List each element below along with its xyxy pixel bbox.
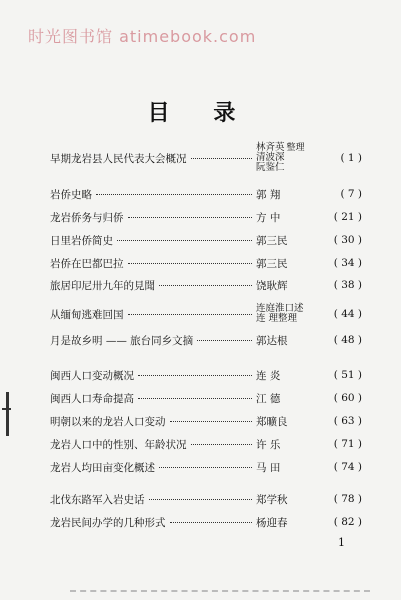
entry-title: 岩侨在巴都巴拉 (50, 257, 124, 270)
toc-entry[interactable] (50, 512, 362, 532)
toc-entry[interactable] (50, 253, 362, 273)
entry-page: ( 78 ) (333, 493, 362, 505)
toc-entry[interactable] (50, 457, 362, 477)
entry-title: 北伐东路军入岩史话 (50, 493, 145, 506)
leader-dots (128, 262, 253, 264)
entry-page: ( 71 ) (333, 438, 362, 450)
watermark: 时光图书馆 atimebook.com (28, 27, 257, 46)
leader-dots (191, 443, 253, 445)
entry-page: ( 51 ) (333, 369, 362, 381)
leader-dots (149, 498, 253, 500)
entry-title: 从缅甸逃难回国 (50, 308, 124, 321)
entry-author: 郭 翔 (256, 188, 281, 201)
margin-mark (2, 408, 11, 410)
toc-entry[interactable] (50, 434, 362, 454)
entry-page: ( 7 ) (340, 188, 362, 200)
entry-title: 早期龙岩县人民代表大会概况 (50, 152, 187, 165)
margin-mark (6, 392, 9, 436)
entry-author: 郑学秋 (256, 493, 288, 506)
entry-page: ( 34 ) (333, 257, 362, 269)
entry-author: 江 德 (256, 392, 281, 405)
entry-title: 闽西人口寿命提高 (50, 392, 134, 405)
toc-entry[interactable] (50, 302, 362, 326)
entry-title: 龙岩人口中的性别、年龄状况 (50, 438, 187, 451)
entry-author: 郭达根 (256, 334, 288, 347)
entry-title: 闽西人口变动概况 (50, 369, 134, 382)
leader-dots (117, 239, 252, 241)
toc-entry[interactable] (50, 142, 362, 173)
entry-title: 龙岩民间办学的几种形式 (50, 516, 166, 529)
page-title: 目 录 (147, 101, 254, 126)
entry-author: 郭三民 (256, 234, 288, 247)
leader-dots (159, 284, 252, 286)
entry-title: 明朝以来的龙岩人口变动 (50, 415, 166, 428)
entry-author: 林斉英 (256, 142, 285, 153)
entry-author: 阮鉴仁 (256, 162, 285, 173)
toc-entry[interactable] (50, 365, 362, 385)
toc-entry[interactable] (50, 207, 362, 227)
leader-dots (170, 420, 253, 422)
entry-author: 连 炎 (256, 369, 281, 382)
scan-edge-line (70, 590, 370, 596)
leader-dots (96, 193, 252, 195)
leader-dots (128, 313, 253, 315)
entry-page: ( 82 ) (333, 516, 362, 528)
entry-author: 杨迎春 (256, 516, 288, 529)
leader-dots (191, 157, 253, 159)
leader-dots (138, 397, 252, 399)
toc-entry[interactable] (50, 184, 362, 204)
entry-page: ( 60 ) (333, 392, 362, 404)
toc-entry[interactable] (50, 330, 362, 350)
leader-dots (170, 521, 253, 523)
toc-entry[interactable] (50, 388, 362, 408)
entry-page: ( 21 ) (333, 211, 362, 223)
entry-title: 龙岩人均田亩变化概述 (50, 461, 155, 474)
entry-title: 岩侨史略 (50, 188, 92, 201)
entry-page: ( 1 ) (340, 152, 362, 164)
entry-author: 郑曠良 (256, 415, 288, 428)
entry-title: 月是故乡明 —— 旅台同乡文摘 (50, 334, 194, 347)
entry-title: 龙岩侨务与归侨 (50, 211, 124, 224)
entry-page: ( 44 ) (333, 308, 362, 320)
leader-dots (128, 216, 253, 218)
entry-author: 许 乐 (256, 438, 281, 451)
author-note: 整理 (286, 143, 305, 153)
leader-dots (197, 339, 252, 341)
entry-author: 清波深 (256, 152, 285, 163)
toc-entry[interactable] (50, 275, 362, 295)
entry-title: 旅居印尼卅九年的見聞 (50, 279, 155, 292)
entry-author: 郭三民 (256, 257, 288, 270)
page-number: 1 (338, 536, 345, 549)
toc-entry[interactable] (50, 489, 362, 509)
toc-entry[interactable] (50, 411, 362, 431)
leader-dots (138, 374, 252, 376)
entry-authors (256, 304, 322, 324)
entry-author: 连 理整理 (256, 313, 298, 324)
entry-page: ( 74 ) (333, 461, 362, 473)
entry-page: ( 63 ) (333, 415, 362, 427)
entry-page: ( 30 ) (333, 234, 362, 246)
entry-authors (256, 143, 322, 173)
entry-author: 连庭淮口述 (256, 303, 304, 314)
entry-title: 日里岩侨简史 (50, 234, 113, 247)
entry-author: 方 中 (256, 211, 281, 224)
entry-page: ( 38 ) (333, 279, 362, 291)
entry-page: ( 48 ) (333, 334, 362, 346)
leader-dots (159, 466, 252, 468)
entry-author: 饶耿辉 (256, 279, 288, 292)
entry-author: 马 田 (256, 461, 281, 474)
toc-entry[interactable] (50, 230, 362, 250)
